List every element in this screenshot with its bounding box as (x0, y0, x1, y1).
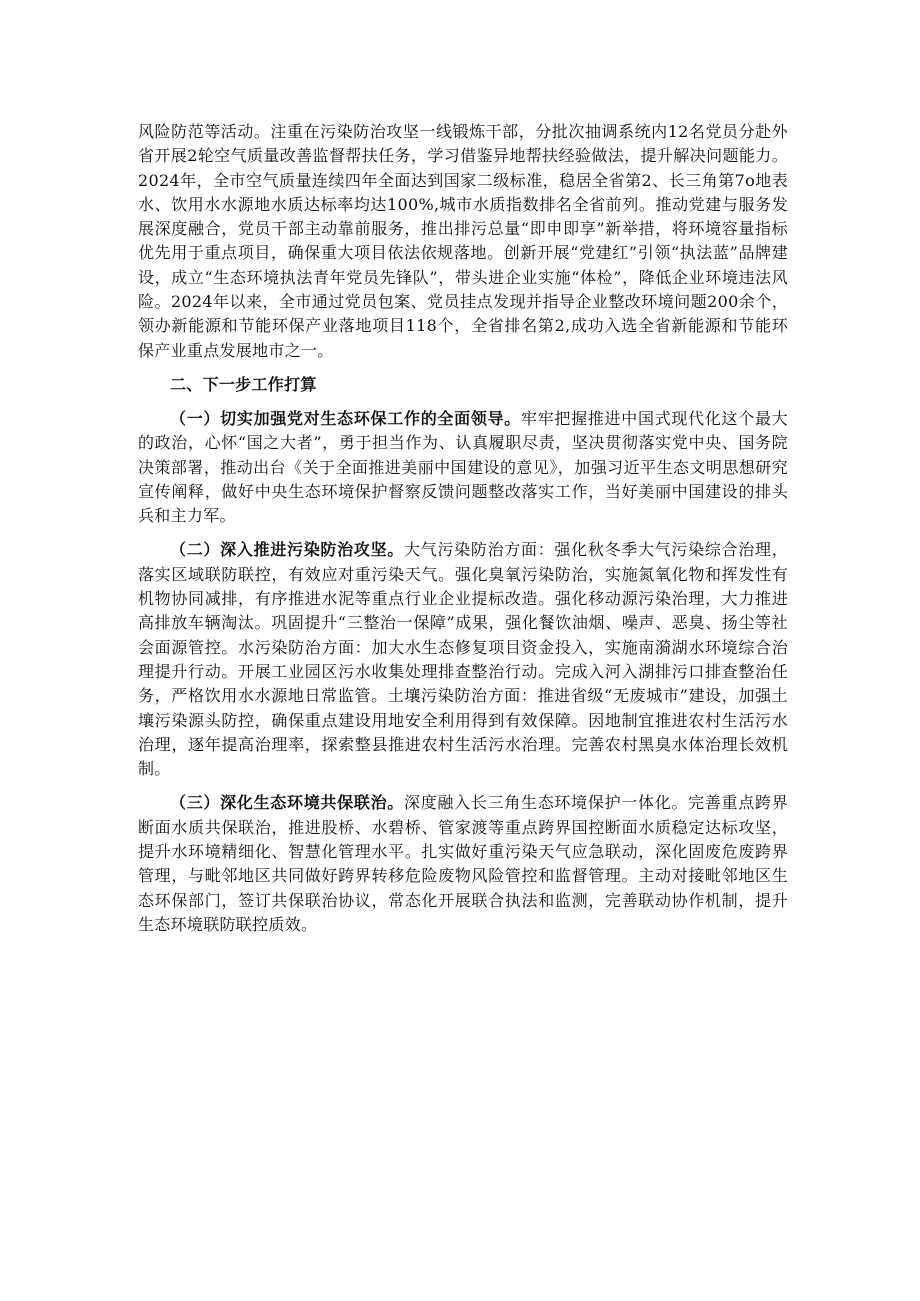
item-lead-3: （三）深化生态环境共保联治。 (170, 793, 404, 813)
item-body-1: 牢牢把握推进中国式现代化这个最大的政治，心怀“国之大者”，勇于担当作为、认真履职尽责，坚决贯彻落实党中央、国务院决策部署，推动出台《关于全面推进美丽中国建设的意见》，加强习近平生态文明思想研究宣传阐释，做好中央生态环境保护督察反馈问题整改落实工作，当好美丽中国建设的排头兵和主力军。 (138, 408, 788, 526)
item-paragraph-2 (138, 538, 788, 781)
item-body-2: 大气污染防治方面：强化秋冬季大气污染综合治理，落实区域联防联控，有效应对重污染天气。强化臭氧污染防治，实施氮氧化物和挥发性有机物协同减排，有序推进水泥等重点行业企业提标改造。强化移动源污染治理，大力推进高排放车辆淘汰。巩固提升“三整治一保障”成果，强化餐饮油烟、噪声、恶臭、扬尘等社会面源管控。水污染防治方面：加大水生态修复项目资金投入，实施南漪湖水环境综合治理提升行动。开展工业园区污水收集处理排查整治行动。完成入河入湖排污口排查整治任务，严格饮用水水源地日常监管。土壤污染防治方面：推进省级“无废城市”建设，加强土壤污染源头防控，确保重点建设用地安全利用得到有效保障。因地制宜推进农村生活污水治理，逐年提高治理率，探索整县推进农村生活污水治理。完善农村黑臭水体治理长效机制。 (138, 540, 789, 779)
item-paragraph-1 (138, 407, 788, 528)
item-lead-2: （二）深入推进污染防治攻坚。 (170, 540, 404, 560)
item-body-3: 深度融入长三角生态环境保护一体化。完善重点跨界断面水质共保联治，推进股桥、水碧桥、管家渡等重点跨界国控断面水质稳定达标攻坚，提升水环境精细化、智慧化管理水平。扎实做好重污染天气应急联动，深化固废危废跨界管理，与毗邻地区共同做好跨界转移危险废物风险管控和监督管理。主动对接毗邻地区生态环保部门，签订共保联治协议，常态化开展联合执法和监测，完善联动协作机制，提升生态环境联防联控质效。 (138, 793, 789, 934)
item-lead-1: （一）切实加强党对生态环保工作的全面领导。 (170, 408, 521, 428)
document-page (138, 120, 788, 937)
intro-paragraph: 风险防范等活动。注重在污染防治攻坚一线锻炼干部，分批次抽调系统内12名党员分赴外省开展2轮空气质量改善监督帮扶任务，学习借鉴异地帮扶经验做法，提升解决问题能力。2024年，全市空气质量连续四年全面达到国家二级标准，稳居全省第2、长三角第7o地表水、饮用水水源地水质达标率均达100%,城市水质指数排名全省前列。推动党建与服务发展深度融合，党员干部主动靠前服务，推出排污总量“即申即享”新举措，将环境容量指标优先用于重点项目，确保重大项目依法依规落地。创新开展“党建红”引领“执法蓝”品牌建设，成立“生态环境执法青年党员先锋队”，带头进企业实施“体检”，降低企业环境违法风险。2024年以来，全市通过党员包案、党员挂点发现并指导企业整改环境问题200余个，领办新能源和节能环保产业落地项目118个，全省排名第2,成功入选全省新能源和节能环保产业重点发展地市之一。 (138, 122, 788, 360)
section-heading: 二、下一步工作打算 (170, 374, 317, 394)
item-paragraph-3 (138, 791, 788, 937)
